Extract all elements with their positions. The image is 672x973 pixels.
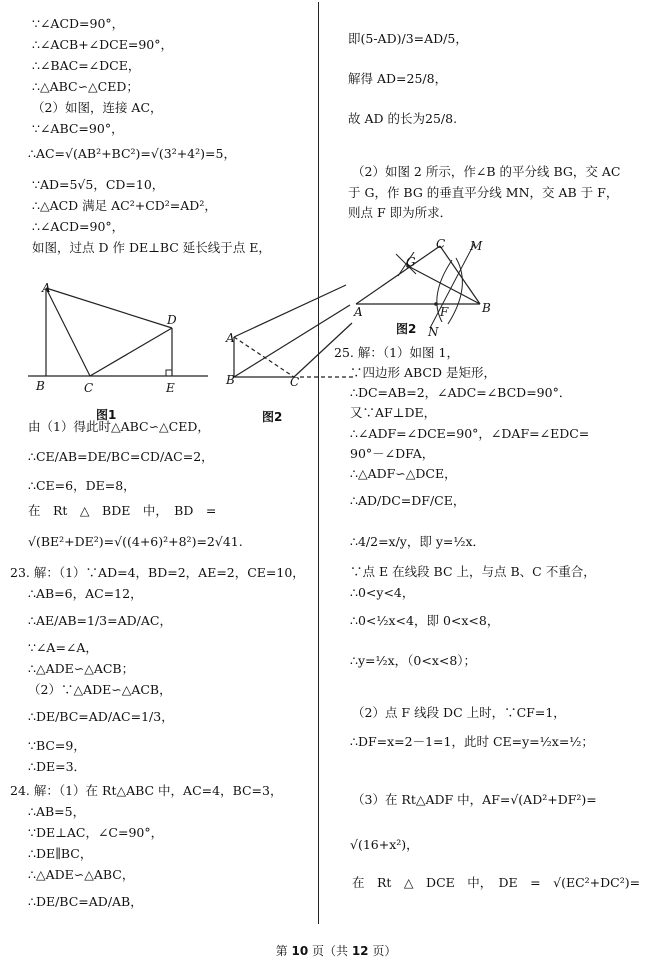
- right-text-line: ∴AD/DC=DF/CE，: [350, 493, 466, 508]
- figure-2-drawing: [228, 285, 358, 385]
- left-text-line: ∴△ABC∽△CED；: [32, 79, 139, 94]
- figure-2-caption: 图2: [262, 410, 283, 424]
- fig1-label: D: [167, 313, 177, 327]
- right-text-line: 则点 F 即为所求．: [348, 205, 453, 220]
- left-text-line: （2）∵△ADE∽△ACB，: [28, 682, 172, 697]
- left-text-line: ∴DE/BC=AD/AB，: [28, 894, 143, 909]
- left-text-line: ∴∠ACD=90°，: [32, 219, 125, 234]
- left-text-line: ∴△ACD 满足 AC²+CD²=AD²，: [32, 198, 217, 213]
- left-text-line: ∵∠ACD=90°，: [32, 16, 125, 31]
- left-text-line: ∴DE/BC=AD/AC=1/3，: [28, 709, 174, 724]
- fig2-label: A: [226, 331, 235, 345]
- figure-construction-caption: 图2: [396, 322, 417, 336]
- right-text-line: ∴4/2=x/y，即 y=½x．: [350, 534, 486, 549]
- right-text-line: 又∵AF⊥DE，: [350, 405, 437, 420]
- left-text-line: （2）如图，连接 AC，: [32, 100, 163, 115]
- right-text-line: 90°－∠DFA，: [350, 446, 435, 461]
- right-text-line: 于 G，作 BG 的垂直平分线 MN，交 AB 于 F，: [348, 185, 619, 200]
- right-text-line: ∴0<½x<4，即 0<x<8，: [350, 613, 500, 628]
- right-text-line: ∴∠ADF=∠DCE=90°，∠DAF=∠EDC=: [350, 426, 590, 441]
- left-text-line: ∴△ADE∽△ABC，: [28, 867, 135, 882]
- fig1-label: E: [166, 381, 175, 395]
- fig3-label: C: [436, 237, 446, 251]
- right-text-line: ∴y=½x，（0<x<8）；: [350, 653, 477, 668]
- left-text-line: 如图，过点 D 作 DE⊥BC 延长线于点 E，: [32, 240, 271, 255]
- fig1-label: C: [84, 381, 94, 395]
- right-text-line: √(16+x²)，: [350, 837, 419, 852]
- right-text-line: ∴DF=x=2－1=1，此时 CE=y=½x=½；: [350, 734, 594, 749]
- fig3-label: B: [482, 301, 491, 315]
- right-text-line: 25. 解：（1）如图 1，: [334, 345, 459, 360]
- footer-suffix: 页）: [368, 944, 397, 958]
- left-text-line: ∴CE=6，DE=8，: [28, 478, 136, 493]
- right-text-line: ∵四边形 ABCD 是矩形，: [350, 365, 496, 380]
- fig3-label: G: [406, 255, 416, 269]
- figure-2: [228, 285, 358, 388]
- left-text-line: 23. 解：（1）∵AD=4，BD=2，AE=2，CE=10，: [10, 565, 305, 580]
- figure-1: [28, 278, 208, 391]
- right-text-line: ∴0<y<4，: [350, 585, 415, 600]
- right-text-line: 解得 AD=25/8，: [348, 71, 448, 86]
- left-text-line: ∵BC=9，: [28, 738, 86, 753]
- right-text-line: ∴△ADF∽△DCE，: [350, 466, 457, 481]
- left-text-line: ∴∠BAC=∠DCE，: [32, 58, 141, 73]
- right-text-line: （2）如图 2 所示，作∠B 的平分线 BG，交 AC: [352, 164, 621, 179]
- footer-page: 10: [291, 944, 309, 958]
- fig3-label: A: [354, 305, 363, 319]
- fig3-label: N: [428, 325, 439, 339]
- fig3-label: M: [470, 239, 483, 253]
- left-text-line: 由（1）得此时△ABC∽△CED，: [28, 419, 210, 434]
- fig2-label: C: [290, 375, 300, 389]
- left-text-line: ∴DE∥BC，: [28, 846, 93, 861]
- page-footer: [0, 942, 672, 959]
- left-text-line: ∴AB=5，: [28, 804, 86, 819]
- left-text-line: √(BE²+DE²)=√((4+6)²+8²)=2√41.: [28, 534, 243, 549]
- right-text-line: （2）点 F 线段 DC 上时，∵CF=1，: [352, 705, 566, 720]
- left-text-line: ∴AE/AB=1/3=AD/AC，: [28, 613, 172, 628]
- fig1-label: B: [36, 379, 45, 393]
- left-text-line: ∵DE⊥AC，∠C=90°，: [28, 825, 164, 840]
- footer-mid: 页（共: [308, 944, 352, 958]
- footer-total: 12: [351, 944, 369, 958]
- left-text-line: ∴CE/AB=DE/BC=CD/AC=2，: [28, 449, 214, 464]
- right-text-line: 在 Rt △ DCE 中， DE = √(EC²+DC²)=: [352, 875, 641, 890]
- right-text-line: ∵点 E 在线段 BC 上，与点 B、C 不重合，: [350, 564, 596, 579]
- figure-1-caption: 图1: [96, 408, 117, 422]
- left-text-line: ∴△ADE∽△ACB；: [28, 661, 135, 676]
- left-text-line: ∴AC=√(AB²+BC²)=√(3²+4²)=5，: [28, 146, 236, 161]
- left-text-line: ∴DE=3．: [28, 759, 87, 774]
- right-text-line: 即(5-AD)/3=AD/5，: [348, 31, 468, 46]
- left-text-line: ∴∠ACB+∠DCE=90°，: [32, 37, 173, 52]
- right-text-line: ∴DC=AB=2，∠ADC=∠BCD=90°．: [350, 385, 572, 400]
- fig1-label: A: [42, 281, 51, 295]
- right-text-line: 故 AD 的长为25/8.: [348, 111, 458, 126]
- left-text-line: ∵∠ABC=90°，: [32, 121, 124, 136]
- fig3-label: F: [440, 305, 449, 319]
- left-text-line: 在 Rt △ BDE 中， BD =: [28, 503, 217, 518]
- left-text-line: 24. 解：（1）在 Rt△ABC 中，AC=4，BC=3，: [10, 783, 283, 798]
- footer-prefix: 第: [275, 944, 292, 958]
- column-divider: [318, 2, 319, 924]
- left-text-line: ∵∠A=∠A，: [28, 640, 98, 655]
- figure-1-drawing: [28, 278, 208, 388]
- left-text-line: ∵AD=5√5，CD=10，: [32, 177, 165, 192]
- left-text-line: ∴AB=6，AC=12，: [28, 586, 143, 601]
- right-text-line: （3）在 Rt△ADF 中，AF=√(AD²+DF²)=: [352, 792, 597, 807]
- fig2-label: B: [226, 373, 235, 387]
- construction-drawing: [352, 236, 512, 336]
